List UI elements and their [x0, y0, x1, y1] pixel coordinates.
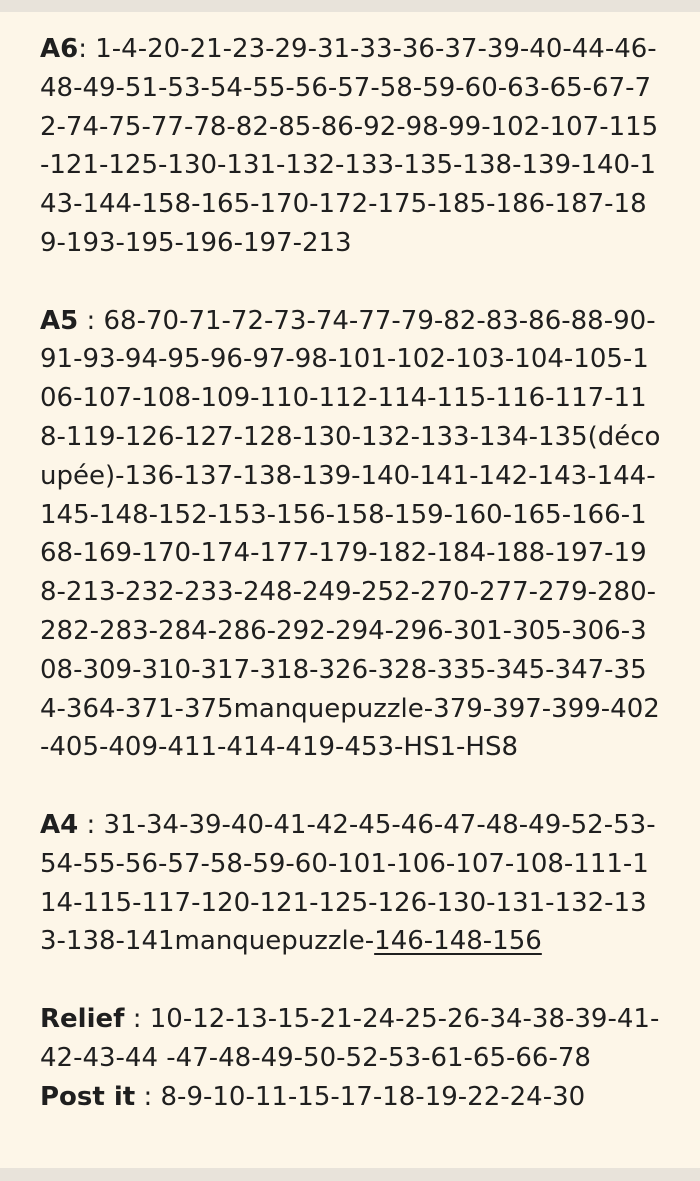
section-numbers: 68-70-71-72-73-74-77-79-82-83-86-88-90-91-93-94-95-96-97-98-101-102-103-104-105-106-107-108-109-110-112-114-115-116-117-118-119-126-127-128-130-132-133-134-135(découpée)-136-137-138-139-140-141-142-143-144-145-148-152-153-156-158-159-160-165-166-168-169-170-174-177-179-182-184-188-197-198-213-232-233-248-249-252-270-277-279-280-282-283-284-286-292-294-296-301-305-306-308-309-310-317-318-326-328-335-345-347-354-364-371-375manquepuzzle-379-397-399-402-405-409-411-414-419-453-HS1-HS8 — [40, 305, 661, 763]
section-label: Post it — [40, 1081, 136, 1112]
section-numbers: 1-4-20-21-23-29-31-33-36-37-39-40-44-46-48-49-51-53-54-55-56-57-58-59-60-63-65-67-72-74-75-77-78-82-85-86-92-98-99-102-107-115-121-125-130-131-132-133-135-138-139-140-143-144-158-165-170-172-175-185-186-187-189-193-195-196-197-213 — [40, 34, 659, 258]
underlined-numbers: 146-148-156 — [374, 926, 542, 957]
section-relief — [40, 1000, 662, 1078]
section-a4 — [40, 806, 662, 961]
section-post-it — [40, 1078, 662, 1117]
section-a6 — [40, 30, 662, 263]
section-separator: : — [78, 809, 104, 840]
section-separator: : — [124, 1003, 150, 1034]
section-label: A4 — [40, 809, 79, 840]
bottom-bar — [0, 1168, 700, 1181]
section-label: A5 — [40, 305, 79, 336]
section-separator: : — [135, 1081, 161, 1112]
section-numbers: 31-34-39-40-41-42-45-46-47-48-49-52-53-54-55-56-57-58-59-60-101-106-107-108-111-114-115-117-120-121-125-126-130-131-132-133-138-141manquepuzzle- — [40, 809, 656, 957]
section-a5 — [40, 302, 662, 768]
section-label: Relief — [40, 1003, 125, 1034]
section-label: A6 — [40, 34, 79, 64]
note-card[interactable] — [0, 12, 700, 1168]
section-numbers: 8-9-10-11-15-17-18-19-22-24-30 — [160, 1081, 586, 1112]
section-separator: : — [78, 34, 96, 64]
note-text-area[interactable] — [0, 12, 700, 1116]
section-separator: : — [78, 305, 104, 336]
section-numbers: 10-12-13-15-21-24-25-26-34-38-39-41-42-43-44 -47-48-49-50-52-53-61-65-66-78 — [40, 1003, 660, 1073]
